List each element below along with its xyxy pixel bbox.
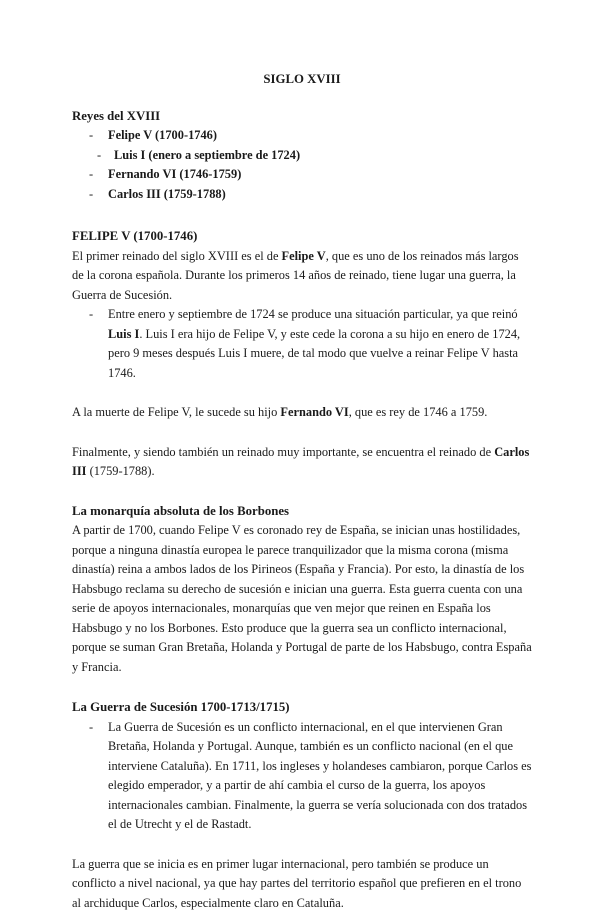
list-item: - La Guerra de Sucesión es un conflicto internacional, en el que intervienen Gran Bretaña, Holanda y Portugal. Aunque, también es un conflicto nacional (en el que interviene Cataluña). En 1711, los ingleses y holandeses cambiaron, porque Carlos es elegido emperador, y a partir de ahí cambia el curso de la guerra, los apoyos internacionales cambian. Finalmente, la guerra se vería solucionada con dos tratados el de Utrecht y el de Rastadt. — [72, 718, 532, 835]
monarquia-paragraph: A partir de 1700, cuando Felipe V es coronado rey de España, se inician unas hostilidades, porque a ninguna dinastía europea le parece tranquilizador que la misma corona (misma dinastía) reina a ambos lados de los Pirineos (España y Francia). Por esto, la dinastía de los Habsbugo reclama su derecho de sucesión e inician una guerra. Esta guerra cuenta con una serie de apoyos internacionales, monarquías que ven mejor que reinen en España los Habsbugo y no los Borbones. Esto produce que la guerra sea un conflicto internacional, porque se suman Gran Bretaña, Holanda y Portugal de parte de los Habsbugo, contra España y Francia. — [72, 521, 532, 677]
list-item — [72, 305, 532, 383]
felipe-heading: FELIPE V (1700-1746) — [72, 227, 532, 247]
reyes-list — [72, 126, 532, 204]
text-run: Entre enero y septiembre de 1724 se produce una situación particular, ya que reinó — [108, 307, 518, 321]
guerra-final-paragraph: La guerra que se inicia es en primer lugar internacional, pero también se produce un conflicto a nivel nacional, ya que hay partes del territorio español que prefieren en el trono al archiduque Carlos, especialmente claro en Cataluña. — [72, 855, 532, 913]
text-run: , que es rey de 1746 a 1759. — [349, 405, 488, 419]
text-run: A la muerte de Felipe V, le sucede su hijo — [72, 405, 280, 419]
list-item: - Luis I (enero a septiembre de 1724) — [72, 146, 532, 166]
text-run: , que es uno de los reinados más largos de la corona española. Durante los primeros 14 años de reinado, tiene lugar una guerra, la Guerra de Sucesión. — [72, 249, 519, 302]
guerra-bullet-list — [72, 718, 532, 835]
text-run: Finalmente, y siendo también un reinado muy importante, se encuentra el reinado de — [72, 445, 494, 459]
document-page — [72, 70, 532, 913]
reyes-heading: Reyes del XVIII — [72, 107, 532, 127]
bold-name: Felipe V — [282, 249, 326, 263]
bold-name: Carlos III — [72, 445, 529, 479]
list-item: - Felipe V (1700-1746) — [72, 126, 532, 146]
bold-name: Luis I — [108, 327, 139, 341]
text-run: (1759-1788). — [86, 464, 154, 478]
list-item: - Carlos III (1759-1788) — [72, 185, 532, 205]
carlos-paragraph — [72, 443, 532, 482]
text-run: El primer reinado del siglo XVIII es el de — [72, 249, 282, 263]
felipe-paragraph — [72, 247, 532, 306]
list-item: - Fernando VI (1746-1759) — [72, 165, 532, 185]
monarquia-heading: La monarquía absoluta de los Borbones — [72, 502, 532, 522]
document-title: SIGLO XVIII — [72, 70, 532, 90]
felipe-bullet-list — [72, 305, 532, 383]
fernando-paragraph — [72, 403, 532, 423]
guerra-heading: La Guerra de Sucesión 1700-1713/1715) — [72, 698, 532, 718]
text-run: . Luis I era hijo de Felipe V, y este cede la corona a su hijo en enero de 1724, pero 9 meses después Luis I muere, de tal modo que vuelve a reinar Felipe V hasta 1746. — [108, 327, 520, 380]
bold-name: Fernando VI — [280, 405, 348, 419]
